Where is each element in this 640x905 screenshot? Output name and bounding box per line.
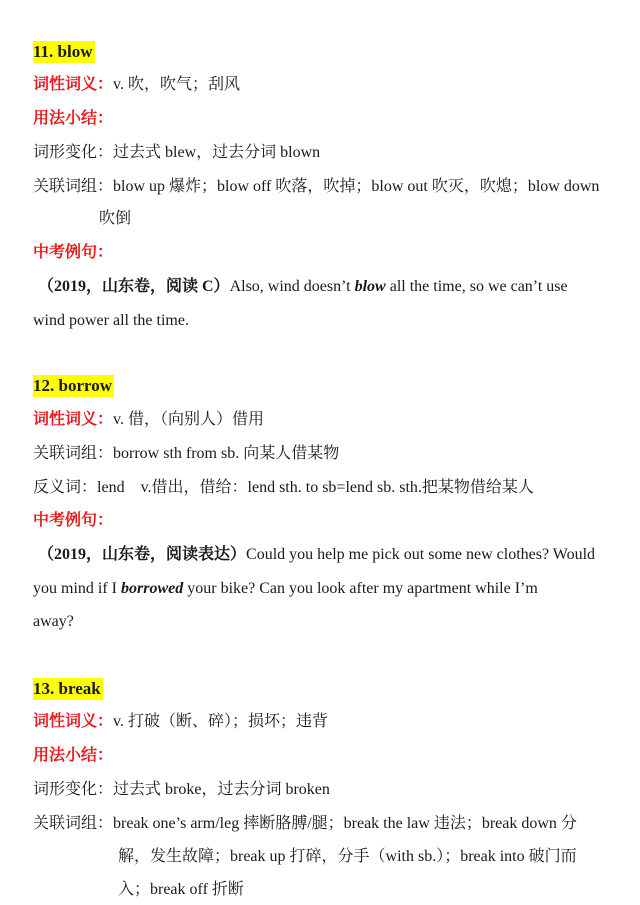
forms-label: 词形变化： bbox=[33, 144, 114, 161]
entry-heading bbox=[33, 679, 103, 700]
forms-text: 过去式 broke，过去分词 broken bbox=[113, 781, 330, 798]
example-line bbox=[38, 545, 595, 565]
entry-heading bbox=[33, 376, 114, 397]
example-text: you mind if I bbox=[33, 580, 121, 597]
forms-line bbox=[33, 143, 320, 163]
example-keyword: borrowed bbox=[121, 580, 184, 597]
phrases-line bbox=[33, 177, 599, 197]
pos-text: v. 吹，吹气；刮风 bbox=[113, 76, 240, 93]
forms-text: 过去式 blew，过去分词 blown bbox=[113, 144, 321, 161]
pos-line bbox=[33, 712, 328, 732]
phrases-text-cont: 解，发生故障；break up 打碎，分手（with sb.）；break into 破门而 bbox=[118, 848, 577, 865]
pos-label: 词性词义： bbox=[33, 713, 114, 730]
pos-label: 词性词义： bbox=[33, 411, 114, 428]
usage-label: 用法小结： bbox=[33, 110, 114, 127]
phrases-line bbox=[33, 814, 577, 834]
entry-heading bbox=[33, 42, 95, 63]
example-line-cont bbox=[33, 612, 74, 632]
phrases-line-cont bbox=[118, 880, 244, 900]
example-text: all the time, so we can’t use bbox=[385, 278, 568, 295]
phrases-label: 关联词组： bbox=[33, 445, 114, 462]
example-text-cont: wind power all the time. bbox=[33, 312, 189, 329]
example-text-cont: away? bbox=[33, 613, 74, 630]
usage-heading bbox=[33, 746, 113, 766]
example-source: （2019，山东卷，阅读 C） bbox=[38, 278, 230, 295]
example-keyword: blow bbox=[354, 278, 386, 295]
example-line bbox=[38, 277, 568, 297]
phrases-text: borrow sth from sb. 向某人借某物 bbox=[113, 445, 340, 462]
phrases-line-cont bbox=[118, 847, 577, 867]
forms-label: 词形变化： bbox=[33, 781, 114, 798]
pos-line bbox=[33, 75, 240, 95]
example-heading bbox=[33, 511, 113, 531]
antonym-line bbox=[33, 478, 534, 498]
antonym-label: 反义词： bbox=[33, 479, 98, 496]
example-text: your bike? Can you look after my apartment while I’m bbox=[183, 580, 538, 597]
example-heading bbox=[33, 243, 113, 263]
entry-heading-text: 13. break bbox=[33, 679, 101, 698]
phrases-text-cont: 入；break off 折断 bbox=[118, 881, 244, 898]
pos-label: 词性词义： bbox=[33, 76, 114, 93]
phrases-label: 关联词组： bbox=[33, 815, 114, 832]
phrases-text-cont: 吹倒 bbox=[99, 210, 132, 227]
pos-text: v. 打破（断、碎）；损坏；违背 bbox=[113, 713, 328, 730]
pos-text: v. 借，（向别人）借用 bbox=[113, 411, 264, 428]
example-line-cont bbox=[33, 579, 538, 599]
example-label: 中考例句： bbox=[33, 244, 114, 261]
example-text: Also, wind doesn’t bbox=[229, 278, 355, 295]
phrases-label: 关联词组： bbox=[33, 178, 114, 195]
phrases-text: break one’s arm/leg 摔断胳膊/腿；break the law 违法；break down 分 bbox=[113, 815, 577, 832]
entry-heading-text: 12. borrow bbox=[33, 376, 113, 395]
pos-line bbox=[33, 410, 264, 430]
example-source: （2019，山东卷，阅读表达） bbox=[38, 546, 247, 563]
example-text: Could you help me pick out some new clothes? Would bbox=[246, 546, 596, 563]
usage-heading bbox=[33, 109, 113, 129]
antonym-text: lend v.借出，借给：lend sth. to sb=lend sb. sth.把某物借给某人 bbox=[97, 479, 534, 496]
phrases-line bbox=[33, 444, 339, 464]
usage-label: 用法小结： bbox=[33, 747, 114, 764]
entry-heading-text: 11. blow bbox=[33, 42, 93, 61]
forms-line bbox=[33, 780, 330, 800]
example-label: 中考例句： bbox=[33, 512, 114, 529]
phrases-line-cont bbox=[99, 209, 131, 229]
example-line-cont bbox=[33, 311, 189, 331]
phrases-text: blow up 爆炸；blow off 吹落，吹掉；blow out 吹灭，吹熄；blow down bbox=[113, 178, 600, 195]
